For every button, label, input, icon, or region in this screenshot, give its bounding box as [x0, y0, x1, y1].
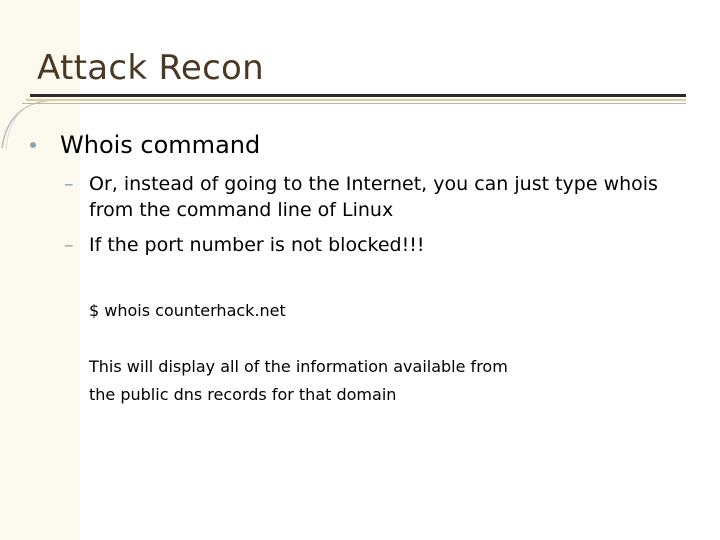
dash-icon: –: [64, 173, 74, 195]
subbullet-item: [64, 232, 424, 258]
command-example: $ whois counterhack.net: [89, 301, 286, 320]
subbullet-text: from the command line of Linux: [89, 199, 394, 221]
subbullet-text: If the port number is not blocked!!!: [89, 234, 425, 256]
description-line: This will display all of the information available from: [89, 357, 508, 376]
description-text: [89, 353, 508, 409]
slide-title: Attack Recon: [37, 48, 265, 88]
bullet-dot-icon: [30, 142, 36, 148]
title-underline: [22, 94, 686, 108]
bullet-text: Whois command: [60, 131, 261, 159]
description-line: the public dns records for that domain: [89, 385, 397, 404]
subbullet-text: Or, instead of going to the Internet, you can just type whois: [89, 173, 658, 195]
subbullet-item: [64, 171, 658, 223]
bullet-item: [30, 131, 260, 159]
dash-icon: –: [64, 234, 74, 256]
